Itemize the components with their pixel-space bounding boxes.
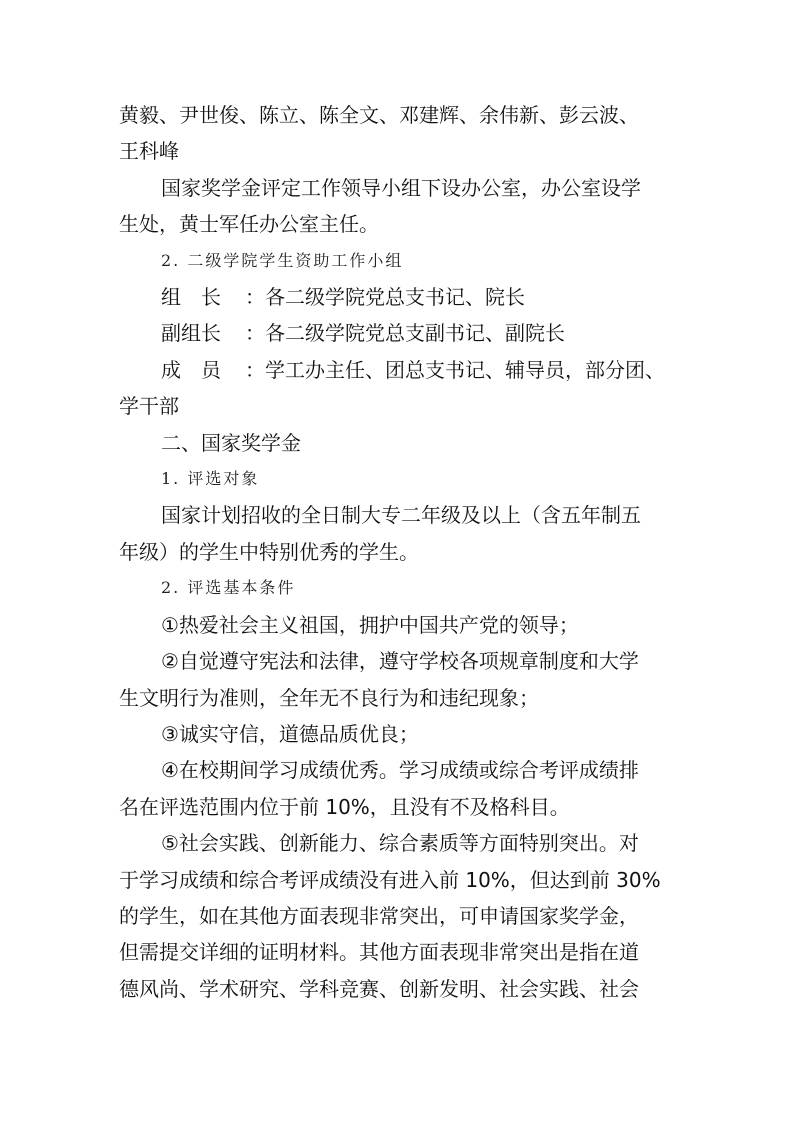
section-heading-college-group: 2. 二级学院学生资助工作小组	[161, 250, 404, 270]
deputy-leader-label: 副组长	[161, 321, 221, 346]
target-paragraph-line: 国家计划招收的全日制大专二年级及以上（含五年制五	[161, 503, 641, 528]
office-paragraph-line: 国家奖学金评定工作领导小组下设办公室，办公室设学	[161, 175, 641, 200]
condition-item-2: ②自觉遵守宪法和法律，遵守学校各项规章制度和大学	[161, 649, 639, 674]
group-leader-line	[119, 279, 679, 315]
deputy-leader-value: ：各二级学院党总支副书记、副院长	[245, 321, 565, 346]
group-member-value: ：学工办主任、团总支书记、辅导员，部分团、	[245, 357, 665, 382]
condition-item-5-line-2: 于学习成绩和综合考评成绩没有进入前 10%，但达到前 30%	[119, 867, 661, 892]
condition-item-1: ①热爱社会主义祖国，拥护中国共产党的领导；	[161, 612, 579, 637]
condition-item-4-continued: 名在评选范围内位于前 10%，且没有不及格科目。	[119, 794, 570, 819]
group-member-label: 成 员	[161, 357, 221, 382]
condition-item-5: ⑤社会实践、创新能力、综合素质等方面特别突出。对	[161, 831, 639, 856]
condition-item-5-line-4: 但需提交详细的证明材料。其他方面表现非常突出是指在道	[119, 940, 639, 965]
target-paragraph-line-continued: 年级）的学生中特别优秀的学生。	[119, 539, 419, 564]
group-member-line	[119, 352, 679, 388]
condition-item-2-continued: 生文明行为准则，全年无不良行为和违纪现象；	[119, 685, 539, 710]
leader-names-line-continued: 王科峰	[119, 139, 179, 164]
office-paragraph-line-continued: 生处，黄士军任办公室主任。	[119, 212, 379, 237]
group-leader-label: 组 长	[161, 285, 221, 310]
condition-item-5-line-5: 德风尚、学术研究、学科竞赛、创新发明、社会实践、社会	[119, 976, 639, 1001]
group-member-line-continued: 学干部	[119, 394, 179, 419]
condition-item-4: ④在校期间学习成绩优秀。学习成绩或综合考评成绩排	[161, 758, 639, 783]
subheading-basic-conditions: 2. 评选基本条件	[161, 578, 296, 598]
deputy-leader-line	[119, 315, 679, 351]
section-title-national-scholarship: 二、国家奖学金	[161, 430, 301, 455]
subheading-selection-target: 1. 评选对象	[161, 469, 260, 489]
condition-item-5-line-3: 的学生，如在其他方面表现非常突出，可申请国家奖学金，	[119, 903, 639, 928]
document-body	[119, 97, 679, 1007]
leader-names-line: 黄毅、尹世俊、陈立、陈全文、邓建辉、余伟新、彭云波、	[119, 103, 639, 127]
condition-item-3: ③诚实守信，道德品质优良；	[161, 721, 419, 746]
group-leader-value: ：各二级学院党总支书记、院长	[245, 285, 525, 310]
